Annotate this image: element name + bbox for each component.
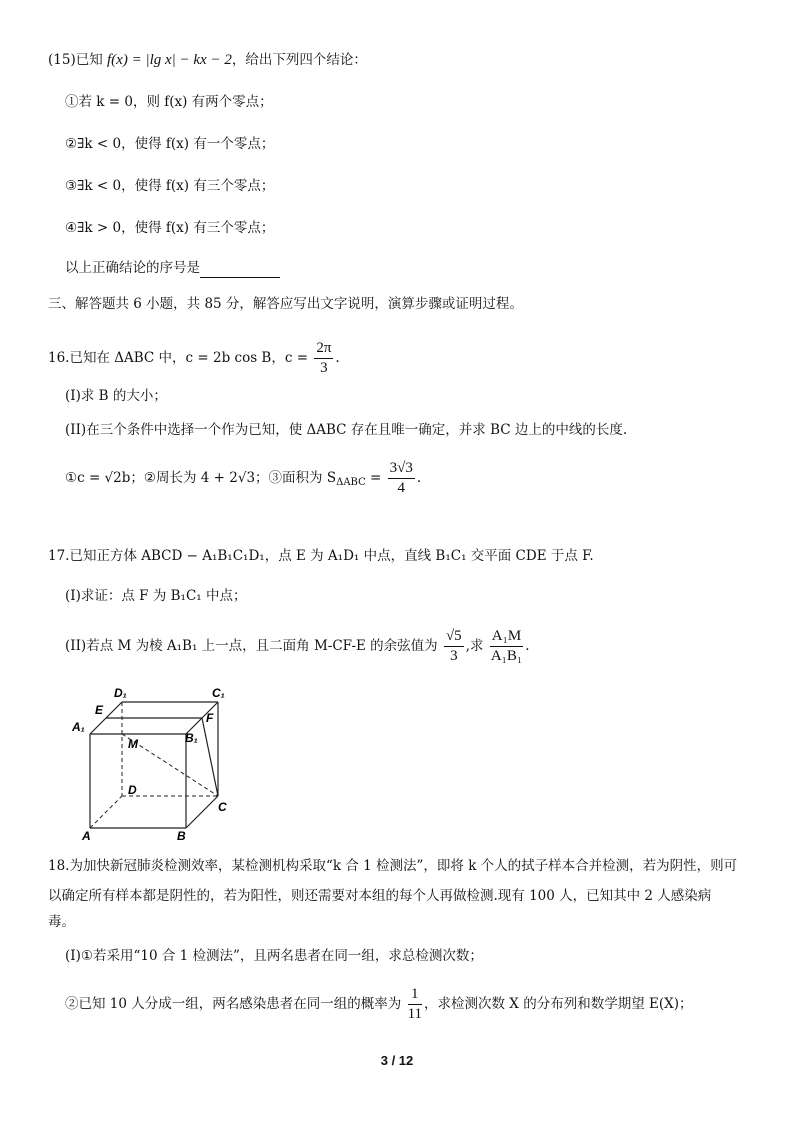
q18-part-2: ②已知 10 人分成一组，两名感染患者在同一组的概率为 $\frac{1}{11}$ ，求检测次数 X 的分布列和数学期望 E(X)； — [65, 986, 693, 1022]
q18-line-2: 以确定所有样本都是阴性的，若为阳性，则还需要对本组的每个人再做检测.现有 100 人，已知其中 2 人感染病 — [48, 888, 712, 904]
edge-b-c — [186, 796, 218, 828]
label-d: D — [128, 783, 137, 797]
section-heading: 三、解答题共 6 小题，共 85 分，解答应写出文字说明，演算步骤或证明过程。 — [48, 296, 523, 312]
q16-part-1: (I)求 B 的大小； — [65, 388, 167, 404]
q18-part-1: (I)①若采用“10 合 1 检测法”，且两名患者在同一组，求总检测次数； — [65, 948, 483, 964]
q15-function: f(x) = |lg x| − kx − 2 — [107, 52, 232, 68]
edge-a-d — [90, 796, 122, 828]
q18-probability-fraction: $\frac{1}{11}$ — [407, 986, 423, 1022]
q17-ratio-fraction: $\frac{\text{A₁M}}{\text{A₁B₁}}$ — [490, 628, 523, 664]
q17-cos-fraction: $\frac{√5}{3}$ — [445, 628, 462, 664]
q15-conclusion-3: ③∃k < 0，使得 f(x) 有三个零点； — [65, 178, 275, 194]
q17-part-2: (II)若点 M 为棱 A₁B₁ 上一点，且二面角 M-CF-E 的余弦值为 $\frac{√5}{3}$ ,求 $\frac{\text{A₁M}}{\text{A₁B₁}}$ . — [65, 628, 530, 664]
q15-conclusion-2: ②∃k < 0，使得 f(x) 有一个零点； — [65, 136, 275, 152]
label-b: B — [177, 829, 186, 842]
q16-conditions: ①c = √2b；②周长为 4 + 2√3；③面积为 $S_{\Delta ABC}$ = $\frac{3√3}{4}$ . — [65, 460, 422, 496]
q17-stem: 17.已知正方体 ABCD − A₁B₁C₁D₁，点 E 为 A₁D₁ 中点，直线 B₁C₁ 交平面 CDE 于点 F. — [48, 548, 594, 564]
label-a1: A₁ — [72, 720, 85, 734]
page-number: 3 / 12 — [380, 1053, 414, 1068]
line-f-c — [202, 718, 218, 796]
q16-area-fraction: $\frac{3√3}{4}$ — [389, 460, 413, 496]
q16-fraction: $\frac{2\pi}{3}$ — [316, 340, 332, 376]
label-e: E — [95, 703, 104, 717]
label-d1: D₁ — [114, 686, 127, 700]
label-c1: C₁ — [212, 686, 225, 700]
q15-intro: (15)已知 f(x) = |lg x| − kx − 2，给出下列四个结论： — [48, 52, 367, 68]
label-f: F — [206, 711, 214, 725]
q15-conclusion-4: ④∃k > 0，使得 f(x) 有三个零点； — [65, 220, 275, 236]
label-m: M — [128, 737, 138, 751]
q16-stem: 16.已知在 ΔABC 中，c = 2b cos B，c = $\frac{2\pi}{3}$ . — [48, 340, 340, 376]
answer-blank — [200, 263, 280, 278]
cube-figure — [70, 684, 240, 842]
q18-line-1: 18.为加快新冠肺炎检测效率，某检测机构采取“k 合 1 检测法”，即将 k 个人的拭子样本合并检测，若为阴性，则可 — [48, 858, 738, 874]
q18-line-3: 毒。 — [48, 914, 75, 930]
q16-part-2: (II)在三个条件中选择一个作为已知，使 ΔABC 存在且唯一确定，并求 BC 边上的中线的长度. — [65, 422, 628, 438]
q15-answer-prompt: 以上正确结论的序号是 — [65, 258, 280, 278]
q17-part-1: (I)求证：点 F 为 B₁C₁ 中点； — [65, 588, 247, 604]
label-b1: B₁ — [185, 731, 198, 745]
label-a: A — [82, 829, 91, 842]
label-c: C — [218, 800, 227, 814]
q15-conclusion-1: ①若 k = 0，则 f(x) 有两个零点； — [65, 94, 273, 110]
